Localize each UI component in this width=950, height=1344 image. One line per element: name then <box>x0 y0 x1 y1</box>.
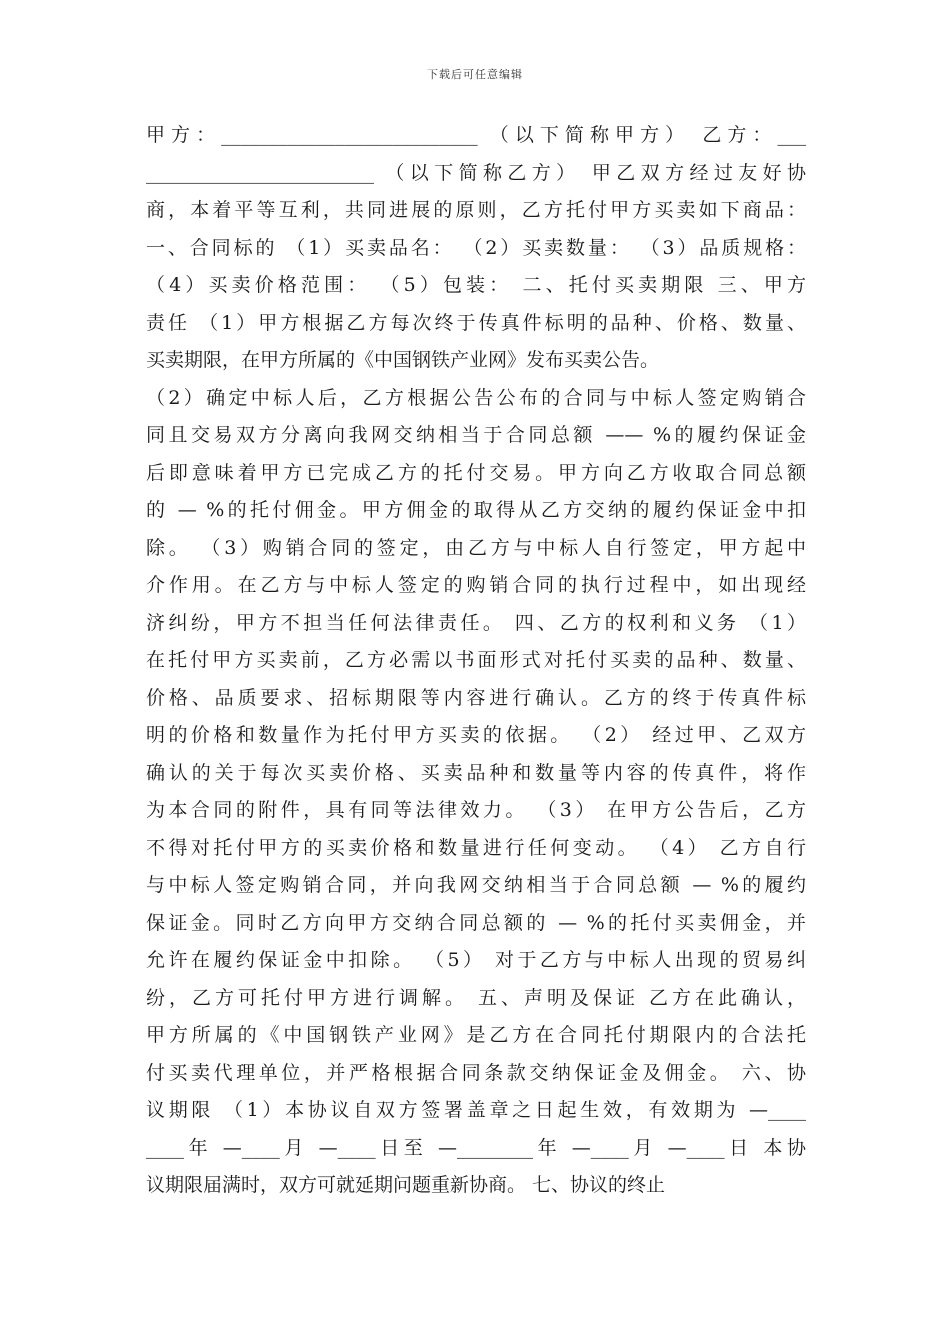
text-line: 议期限 （1）本协议自双方签署盖章之日起生效，有效期为 —____ <box>146 1099 806 1121</box>
text-line: 同且交易双方分离向我网交纳相当于合同总额 —— %的履约保证金 <box>146 424 806 446</box>
text-line: 责任 （1）甲方根据乙方每次终于传真件标明的品种、价格、数量、 <box>146 311 806 334</box>
text-line: 甲方所属的《中国钢铁产业网》是乙方在合同托付期限内的合法托 <box>146 1024 806 1046</box>
text-line: 纷，乙方可托付甲方进行调解。 五、声明及保证 乙方在此确认， <box>146 986 806 1009</box>
text-line: 允许在履约保证金中扣除。 （5） 对于乙方与中标人出现的贸易纠 <box>146 949 806 971</box>
text-line: 济纠纷，甲方不担当任何法律责任。 四、乙方的权利和义务 （1） <box>146 611 806 634</box>
text-line: ________________________ （以下简称乙方） 甲乙双方经过友好协 <box>146 161 806 184</box>
text-line: 甲方：___________________________ （以下简称甲方） 乙方：___ <box>146 124 806 146</box>
text-line: 明的价格和数量作为托付甲方买卖的依据。 （2） 经过甲、乙双方 <box>146 724 806 746</box>
text-line: 除。 （3）购销合同的签定，由乙方与中标人自行签定，甲方起中 <box>146 536 806 559</box>
contract-body <box>146 117 806 1205</box>
text-line: 买卖期限，在甲方所属的《中国钢铁产业网》发布买卖公告。 <box>146 349 660 371</box>
text-line: 付买卖代理单位，并严格根据合同条款交纳保证金及佣金。 六、协 <box>146 1061 806 1084</box>
text-line: 为本合同的附件，具有同等法律效力。 （3） 在甲方公告后，乙方 <box>146 799 806 821</box>
text-line: 介作用。在乙方与中标人签定的购销合同的执行过程中，如出现经 <box>146 574 806 596</box>
text-line: 在托付甲方买卖前，乙方必需以书面形式对托付买卖的品种、数量、 <box>146 649 806 671</box>
text-line: 不得对托付甲方的买卖价格和数量进行任何变动。 （4） 乙方自行 <box>146 836 806 859</box>
text-line: 与中标人签定购销合同，并向我网交纳相当于合同总额 — %的履约 <box>146 874 806 896</box>
text-line: （4）买卖价格范围： （5）包装： 二、托付买卖期限 三、甲方 <box>146 274 806 296</box>
text-line: ____年 —____月 —____日至 —________年 —____月 —____日 本协 <box>146 1136 806 1159</box>
text-line: 保证金。同时乙方向甲方交纳合同总额的 — %的托付买卖佣金，并 <box>146 911 806 934</box>
text-line: 后即意味着甲方已完成乙方的托付交易。甲方向乙方收取合同总额 <box>146 461 806 484</box>
text-line: 价格、品质要求、招标期限等内容进行确认。乙方的终于传真件标 <box>146 686 806 709</box>
text-line: 商，本着平等互利，共同进展的原则，乙方托付甲方买卖如下商品： <box>146 199 806 221</box>
page-header: 下载后可任意编辑 <box>427 68 523 81</box>
text-line: （2）确定中标人后，乙方根据公告公布的合同与中标人签定购销合 <box>146 386 806 409</box>
text-line: 一、合同标的 （1）买卖品名： （2）买卖数量： （3）品质规格： <box>146 236 806 259</box>
text-line: 议期限届满时，双方可就延期问题重新协商。 七、协议的终止 <box>146 1174 666 1196</box>
text-line: 的 — %的托付佣金。甲方佣金的取得从乙方交纳的履约保证金中扣 <box>146 499 806 521</box>
text-line: 确认的关于每次买卖价格、买卖品种和数量等内容的传真件，将作 <box>146 761 806 784</box>
